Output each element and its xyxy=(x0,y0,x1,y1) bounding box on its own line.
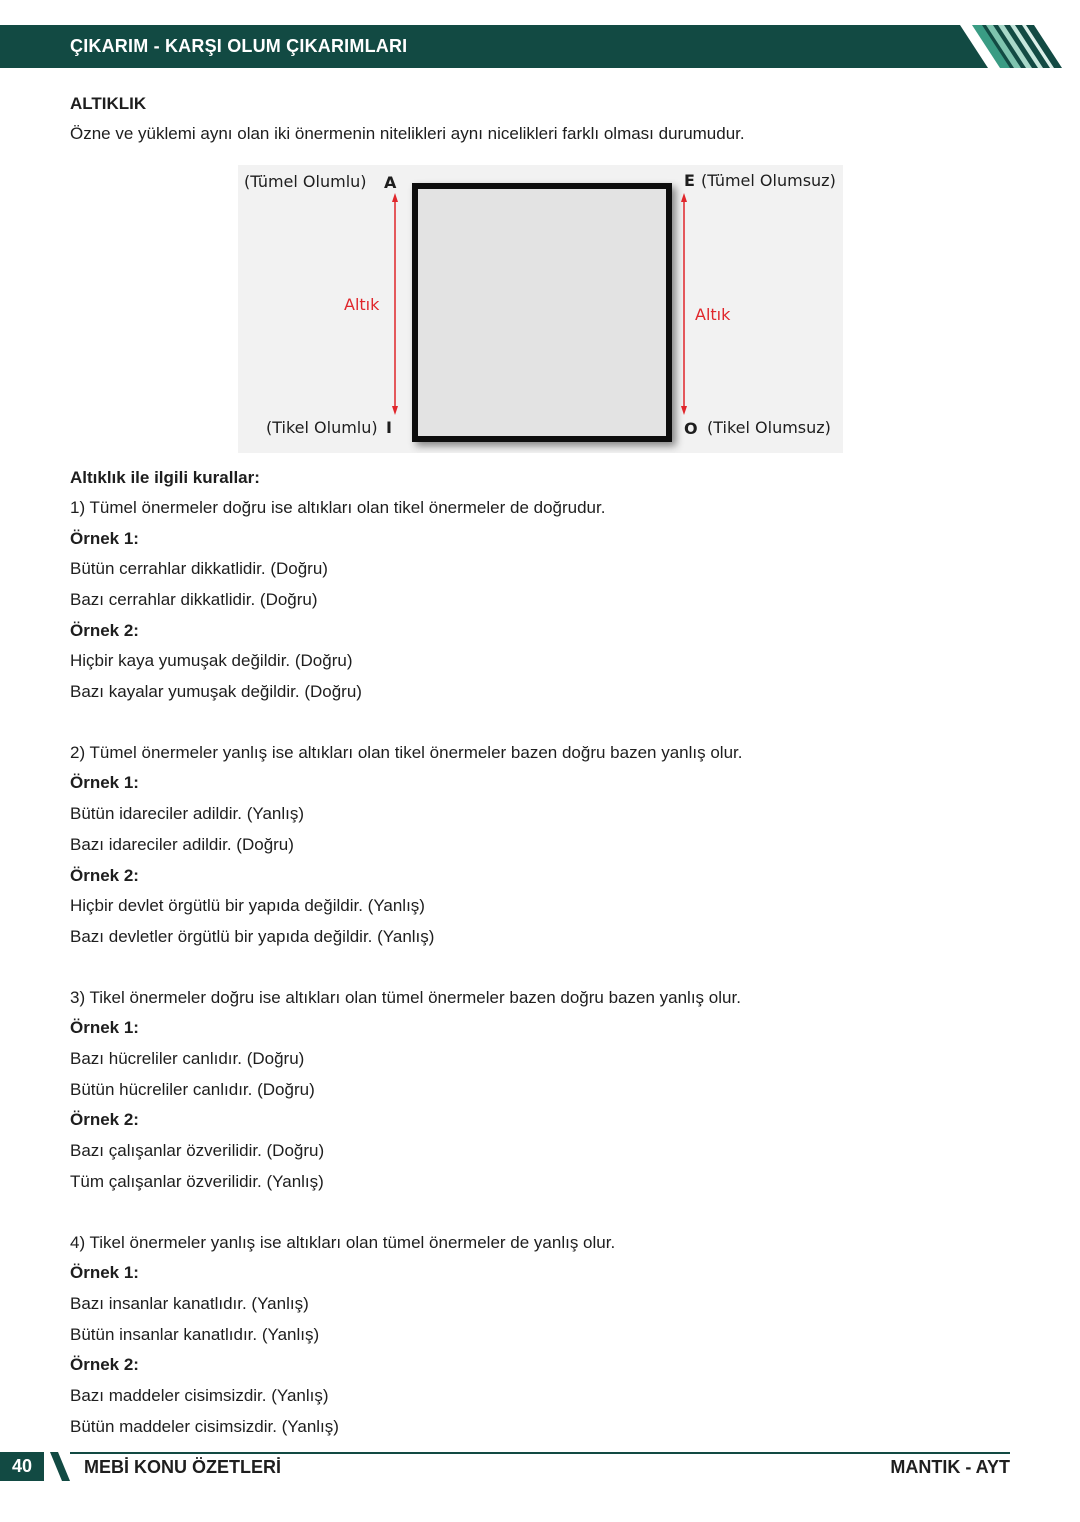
letter-o: O xyxy=(684,419,698,438)
example-sentence: Bütün maddeler cisimsizdir. (Yanlış) xyxy=(70,1417,339,1436)
bottom-left-label: (Tikel Olumlu) xyxy=(266,418,378,437)
top-left-label: (Tümel Olumlu) xyxy=(244,172,367,191)
example-sentence: Tüm çalışanlar özverilidir. (Yanlış) xyxy=(70,1172,324,1191)
example-sentence: Bazı insanlar kanatlıdır. (Yanlış) xyxy=(70,1294,309,1313)
left-arrow-label: Altık xyxy=(344,295,380,314)
page-title: ÇIKARIM - KARŞI OLUM ÇIKARIMLARI xyxy=(70,36,408,56)
diagram-square xyxy=(415,186,669,439)
square-of-opposition-diagram xyxy=(238,165,843,453)
footer-slash-decoration xyxy=(44,1452,72,1481)
example-label: Örnek 2: xyxy=(70,866,139,885)
footer-book-title: MEBİ KONU ÖZETLERİ xyxy=(84,1457,281,1477)
rules-heading: Altıklık ile ilgili kurallar: xyxy=(70,468,260,487)
section-heading: ALTIKLIK xyxy=(70,94,147,113)
rule-text: 4) Tikel önermeler yanlış ise altıkları olan tümel önermeler de yanlış olur. xyxy=(70,1233,616,1252)
letter-e: E xyxy=(684,171,695,190)
example-sentence: Bazı çalışanlar özverilidir. (Doğru) xyxy=(70,1141,325,1160)
example-label: Örnek 2: xyxy=(70,621,139,640)
example-label: Örnek 2: xyxy=(70,1110,139,1129)
right-arrow-label: Altık xyxy=(695,305,731,324)
example-label: Örnek 1: xyxy=(70,773,139,792)
bottom-right-label: (Tikel Olumsuz) xyxy=(707,418,831,437)
rule-text: 2) Tümel önermeler yanlış ise altıkları olan tikel önermeler bazen doğru bazen yanlış olur. xyxy=(70,743,743,762)
rule-text: 1) Tümel önermeler doğru ise altıkları olan tikel önermeler de doğrudur. xyxy=(70,498,606,517)
page-number: 40 xyxy=(11,1456,33,1476)
example-label: Örnek 1: xyxy=(70,529,139,548)
top-right-label: (Tümel Olumsuz) xyxy=(701,171,836,190)
example-sentence: Bazı idareciler adildir. (Doğru) xyxy=(70,835,294,854)
example-label: Örnek 1: xyxy=(70,1263,139,1282)
example-sentence: Bazı kayalar yumuşak değildir. (Doğru) xyxy=(70,682,362,701)
example-sentence: Bütün idareciler adildir. (Yanlış) xyxy=(70,804,305,823)
example-sentence: Bazı maddeler cisimsizdir. (Yanlış) xyxy=(70,1386,329,1405)
example-sentence: Bazı devletler örgütlü bir yapıda değildir. (Yanlış) xyxy=(70,927,435,946)
example-sentence: Hiçbir devlet örgütlü bir yapıda değildir. (Yanlış) xyxy=(70,896,425,915)
example-sentence: Bütün hücreliler canlıdır. (Doğru) xyxy=(70,1080,315,1099)
diagram-canvas xyxy=(238,165,843,453)
header-stripes-decoration xyxy=(960,25,1080,68)
example-label: Örnek 2: xyxy=(70,1355,139,1374)
example-sentence: Hiçbir kaya yumuşak değildir. (Doğru) xyxy=(70,651,353,670)
example-sentence: Bazı cerrahlar dikkatlidir. (Doğru) xyxy=(70,590,318,609)
example-sentence: Bütün insanlar kanatlıdır. (Yanlış) xyxy=(70,1325,320,1344)
letter-a: A xyxy=(384,173,397,192)
footer-subject: MANTIK - AYT xyxy=(890,1457,1010,1477)
letter-i: I xyxy=(386,418,392,437)
rule-text: 3) Tikel önermeler doğru ise altıkları olan tümel önermeler bazen doğru bazen yanlış olur. xyxy=(70,988,741,1007)
example-label: Örnek 1: xyxy=(70,1018,139,1037)
footer-rule xyxy=(70,1452,1010,1454)
example-sentence: Bütün cerrahlar dikkatlidir. (Doğru) xyxy=(70,559,328,578)
example-sentence: Bazı hücreliler canlıdır. (Doğru) xyxy=(70,1049,305,1068)
section-definition: Özne ve yüklemi aynı olan iki önermenin nitelikleri aynı nicelikleri farklı olması durumudur. xyxy=(70,124,745,143)
